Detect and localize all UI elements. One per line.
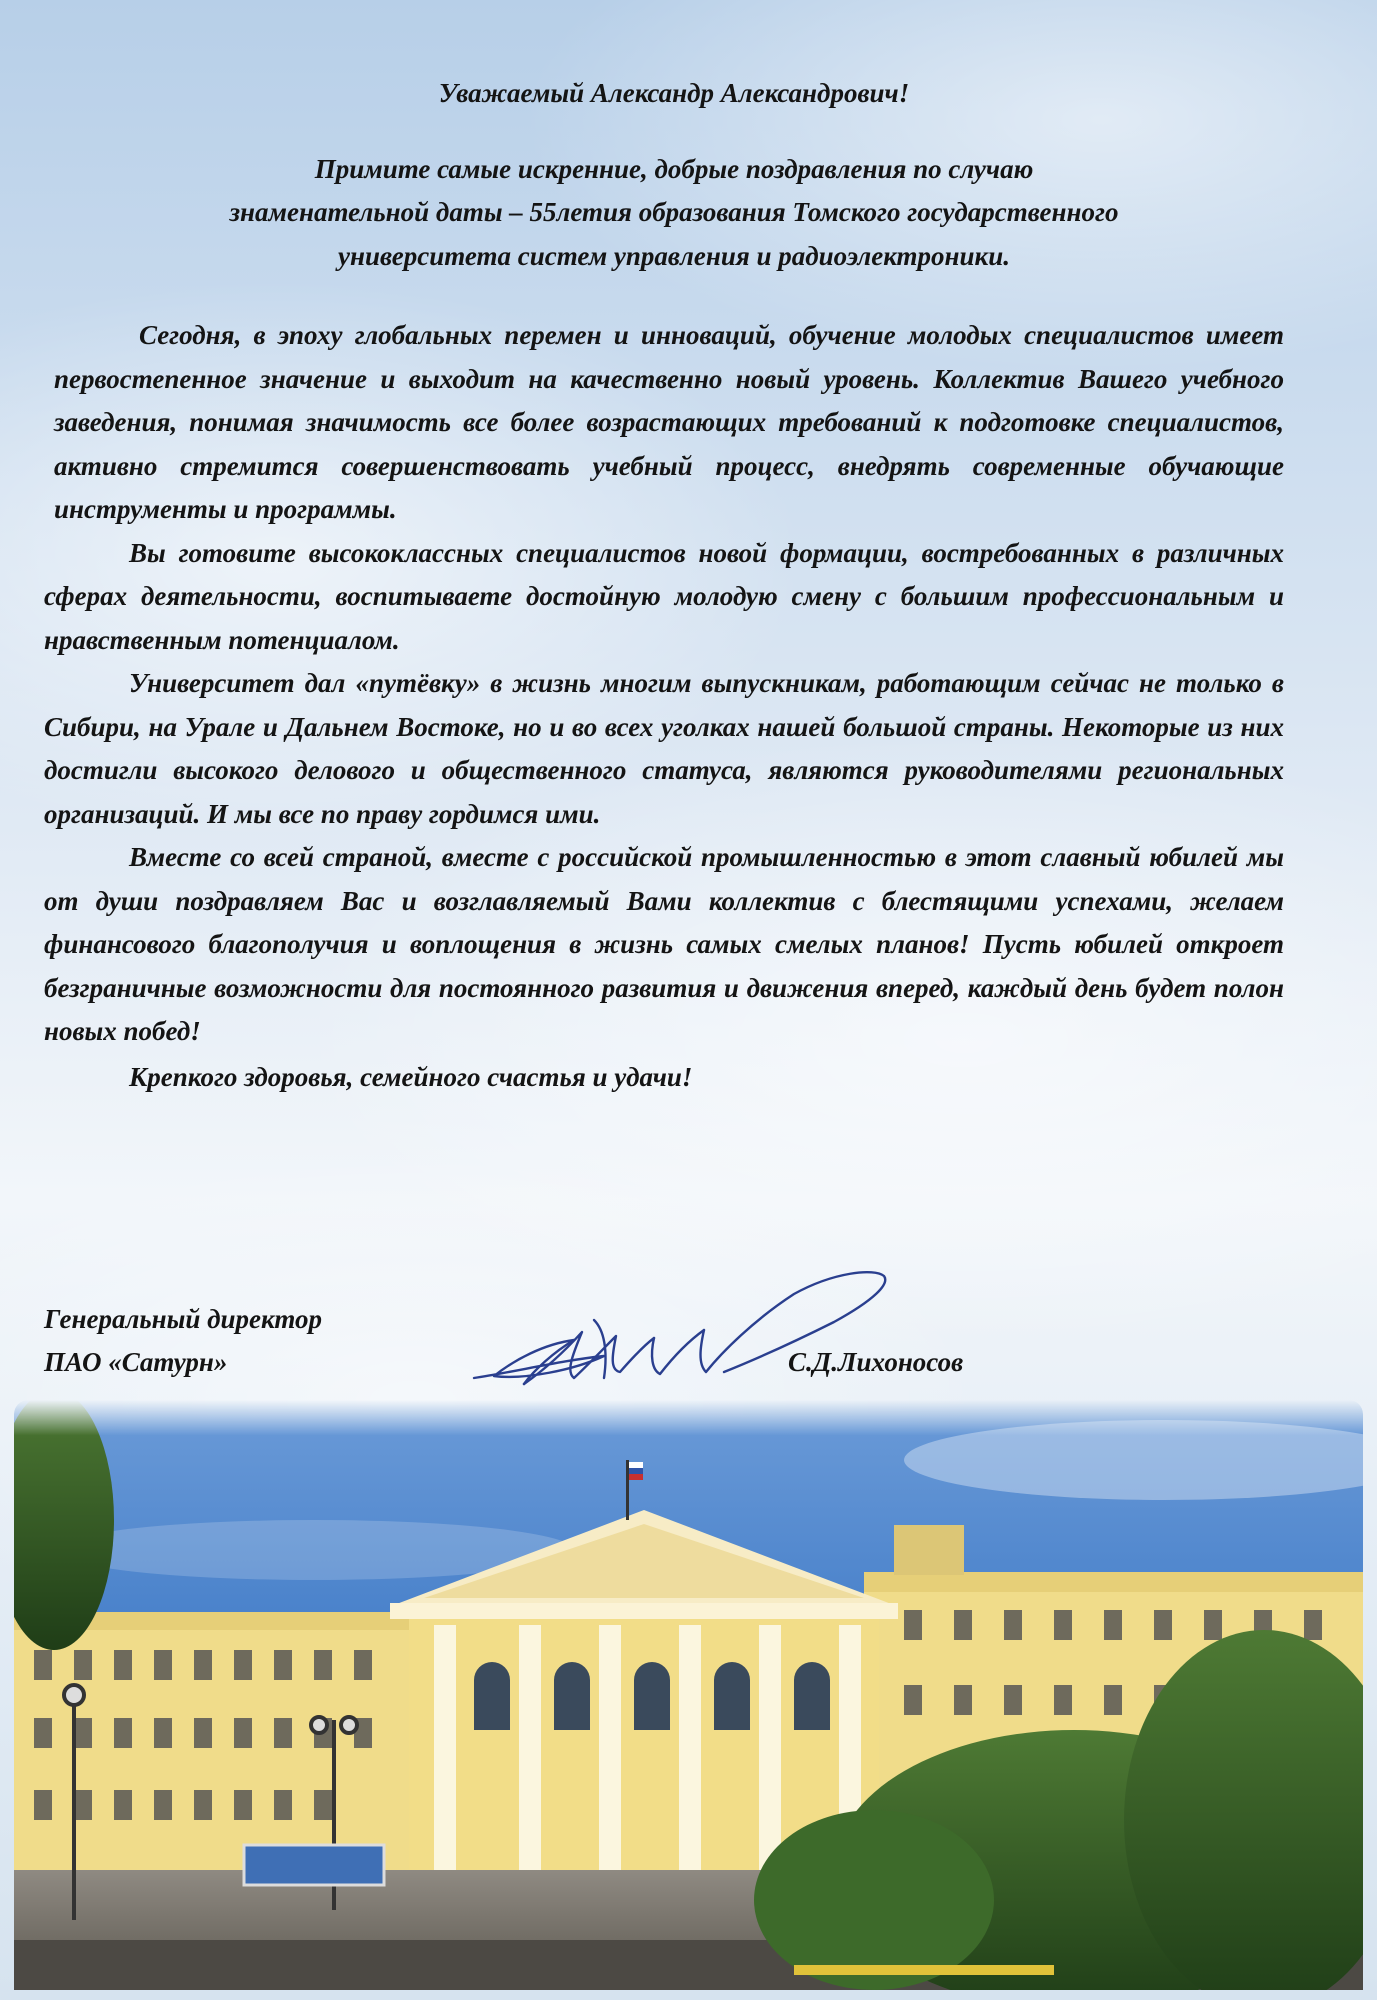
university-photo [14, 1400, 1363, 1990]
paragraph: Вы готовите высококлассных специалистов новой формации, востребованных в различных сферах деятельности, воспитываете достойную молодую смену с большим профессиональным и нравственным потенциалом. [44, 537, 1284, 655]
paragraph: Вместе со всей страной, вместе с российской промышленностью в этот славный юбилей мы от души поздравляем Вас и возглавляемый Вами коллектив с блестящими успехами, желаем финансового благополучия и воплощения в жизнь самых смелых планов! Пусть юбилей откроет безграничные возможности для постоянного развития и движения вперед, каждый день будет полон новых побед! [44, 842, 1284, 1046]
intro-line: знаменательной даты – 55летия образования Томского государственного [229, 197, 1119, 227]
letter-body [44, 52, 1284, 1099]
closing-wish: Крепкого здоровья, семейного счастья и удачи! [129, 1061, 693, 1092]
signature-block [44, 1298, 1284, 1408]
signer-title: Генеральный директор [44, 1304, 323, 1334]
intro [44, 148, 1284, 279]
handwritten-signature [454, 1260, 974, 1410]
intro-line: Примите самые искренние, добрые поздравления по случаю [314, 153, 1034, 184]
signer-company: ПАО «Сатурн» [44, 1347, 228, 1377]
paragraph: Университет дал «путёвку» в жизнь многим выпускникам, работающим сейчас не только в Сибири, на Урале и Дальнем Востоке, но и во всех уголках нашей большой страны. Некоторые из них достигли высокого делового и общественного статуса, являются руководителями региональных организаций. И мы все по праву гордимся ими. [44, 668, 1284, 829]
signer-position [44, 1298, 322, 1384]
greeting: Уважаемый Александр Александрович! [438, 78, 910, 108]
building-illustration [14, 1400, 1363, 1990]
intro-line: университета систем управления и радиоэлектроники. [338, 240, 1010, 271]
signer-name: С.Д.Лихоносов [788, 1347, 964, 1377]
paragraph: Сегодня, в эпоху глобальных перемен и инноваций, обучение молодых специалистов имеет первостепенное значение и выходит на качественно новый уровень. Коллектив Вашего учебного заведения, понимая значимость все более возрастающих требований к подготовке специалистов, активно стремится совершенствовать учебный процесс, внедрять современные обучающие инструменты и программы. [54, 320, 1284, 524]
